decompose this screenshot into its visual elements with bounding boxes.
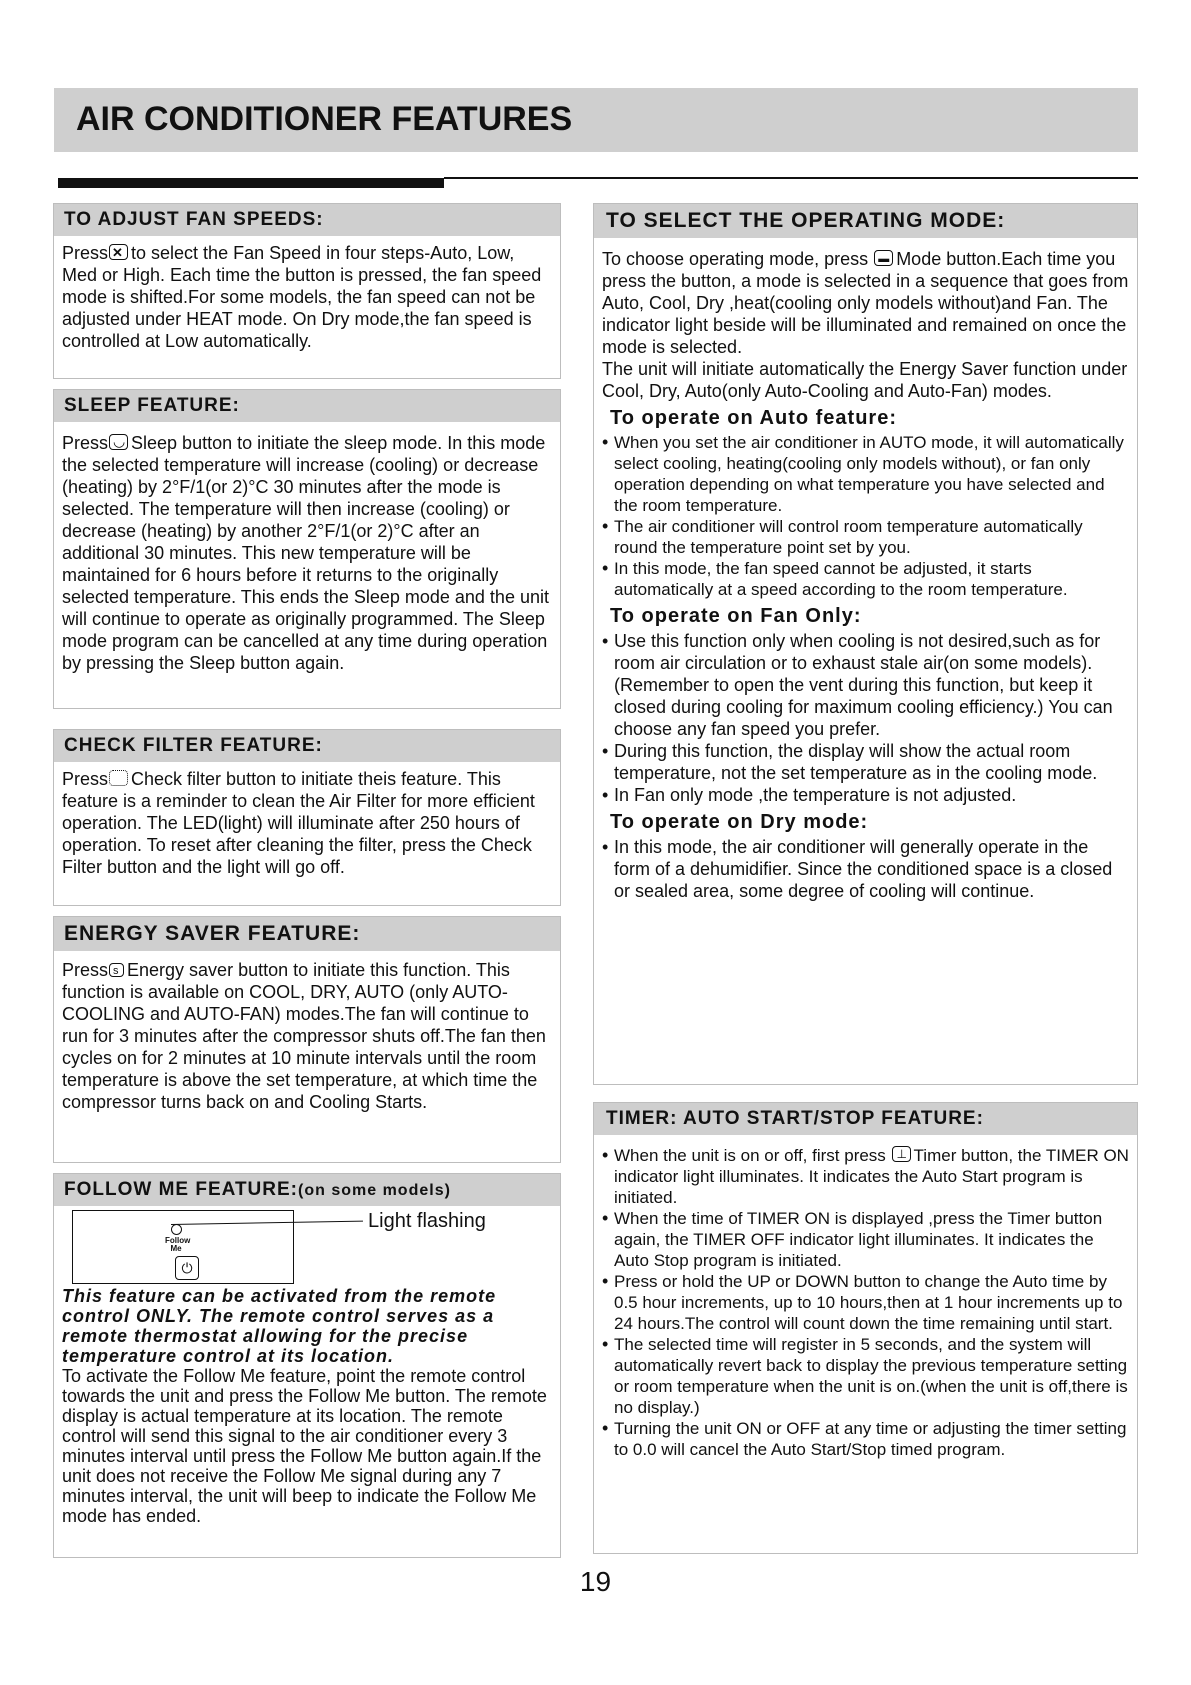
energy-saver-note: The unit will initiate automatically the Energy Saver function under Cool, Dry, Auto(only Auto-Cooling and Auto-Fan) modes. — [602, 359, 1128, 401]
dry-mode-heading: To operate on Dry mode: — [610, 811, 869, 833]
auto-feature-heading: To operate on Auto feature: — [610, 407, 897, 429]
page-header — [54, 88, 1138, 152]
sleep-section — [53, 389, 561, 709]
list-item: • Turning the unit ON or OFF at any time or adjusting the timer setting to 0.0 will cancel the Auto Start/Stop timed program. — [602, 1418, 1129, 1460]
fan-speed-section — [53, 203, 561, 379]
list-item: • When the time of TIMER ON is displayed ,press the Timer button again, the TIMER OFF indicator light illuminates. It indicates the Auto Stop program is initiated. — [602, 1208, 1129, 1271]
check-filter-text: Press Check filter button to initiate theis feature. This feature is a reminder to clean the Air Filter for more efficient operation. The LED(light) will illuminate after 250 hours of operation. To reset after cleaning the filter, press the Check Filter button and the light will go off. — [62, 769, 535, 877]
energy-saver-section — [53, 916, 561, 1163]
list-item: • Use this function only when cooling is not desired,such as for room air circulation or to exhaust stale air(on some models). (Remember to open the vent during this function, but keep it closed during cooling for maximum cooling efficiency.) You can choose any fan speed you prefer. — [602, 630, 1129, 740]
fan-speed-heading: TO ADJUST FAN SPEEDS: — [54, 204, 560, 236]
check-filter-section — [53, 729, 561, 906]
list-item: • When the unit is on or off, first press ⊥ Timer button, the TIMER ON indicator light illuminates. It indicates the Auto Start program is initiated. — [602, 1145, 1129, 1208]
light-flashing-label: Light flashing — [368, 1210, 486, 1232]
fan-button-icon — [109, 244, 128, 260]
energy-saver-text: Presss Energy saver button to initiate this function. This function is available on COOL, DRY, AUTO (only AUTO-COOLING and AUTO-FAN) modes.The fan will continue to run for 3 minutes after the compressor shuts off.The fan then cycles on for 2 minutes at 10 minute intervals until the room temperature is above the set temperature, at which time the compressor turns back on and Cooling Starts. — [62, 959, 552, 1113]
list-item: • The selected time will register in 5 seconds, and the system will automatically revert back to display the previous temperature setting or room temperature when the unit is on.(when the unit is off,there is no display.) — [602, 1334, 1129, 1418]
operating-mode-heading: TO SELECT THE OPERATING MODE: — [594, 204, 1137, 238]
auto-feature-list — [602, 432, 1129, 600]
indicator-light — [171, 1224, 182, 1235]
title-rule-thick — [58, 178, 444, 188]
follow-me-emphasis: This feature can be activated from the remote control ONLY. The remote control serves as a remote thermostat allowing for the precise temperature control at its location. — [62, 1286, 497, 1366]
right-column — [593, 203, 1138, 1554]
list-item: • In this mode, the air conditioner will generally operate in the form of a dehumidifier. Since the conditioned space is a closed or sealed area, some degree of cooling will continue. — [602, 836, 1129, 902]
operating-mode-text: To choose operating mode, press ▬ Mode button.Each time you press the button, a mode is selected in a sequence that goes from Auto, Cool, Dry ,heat(cooling only models without)and Fan. The indicator light beside will be illuminated and remained on once the mode is selected. — [602, 248, 1129, 358]
unit-display-panel — [72, 1210, 294, 1284]
list-item: • When you set the air conditioner in AUTO mode, it will automatically select cooling, heating(cooling only models without), or fan only operation depending on what temperature you have selected and the room temperature. — [602, 432, 1129, 516]
left-column — [53, 203, 561, 1558]
energy-saver-heading: ENERGY SAVER FEATURE: — [54, 917, 560, 951]
follow-me-panel-label: Follow Me — [165, 1236, 191, 1253]
power-icon: ⏻ — [175, 1256, 199, 1280]
follow-me-text: To activate the Follow Me feature, point the remote control towards the unit and press the Follow Me button. The remote display is actual temperature at its location. The remote control will send this signal to the air conditioner every 3 minutes interval until press the Follow Me button again.If the unit does not receive the Follow Me signal during any 7 minutes interval, the unit will beep to indicate the Follow Me mode has ended. — [62, 1366, 547, 1526]
list-item: • In this mode, the fan speed cannot be adjusted, it starts automatically at a speed according to the room temperature. — [602, 558, 1129, 600]
operating-mode-section — [593, 203, 1138, 1085]
page-title: AIR CONDITIONER FEATURES — [76, 100, 573, 138]
dry-mode-list — [602, 836, 1129, 902]
list-item: • In Fan only mode ,the temperature is not adjusted. — [602, 784, 1129, 806]
follow-me-section — [53, 1173, 561, 1558]
mode-button-icon — [874, 250, 893, 266]
sleep-text: Press◡ Sleep button to initiate the sleep mode. In this mode the selected temperature will increase (cooling) or decrease (heating) by 2°F/1(or 2)°C 30 minutes after the mode is selected. The temperature will then increase (cooling) or decrease (heating) by another 2°F/1(or 2)°C after an additional 30 minutes. This new temperature will be maintained for 6 hours before it returns to the originally selected temperature. This ends the Sleep mode and the unit will continue to operate as originally programmed. The Sleep mode program can be cancelled at any time during operation by pressing the Sleep button again. — [62, 432, 552, 674]
title-rule-thin — [444, 177, 1138, 179]
fan-speed-text: Press✕ to select the Fan Speed in four steps-Auto, Low, Med or High. Each time the button is pressed, the fan speed mode is shifted.For some models, the fan speed can not be adjusted under HEAT mode. On Dry mode,the fan speed is controlled at Low automatically. — [62, 242, 552, 352]
energy-saver-button-icon — [109, 963, 124, 977]
timer-heading: TIMER: AUTO START/STOP FEATURE: — [594, 1103, 1137, 1135]
list-item: • During this function, the display will show the actual room temperature, not the set temperature as in the cooling mode. — [602, 740, 1129, 784]
timer-section — [593, 1102, 1138, 1554]
check-filter-heading: CHECK FILTER FEATURE: — [54, 730, 560, 762]
list-item: • The air conditioner will control room temperature automatically round the temperature point set by you. — [602, 516, 1129, 558]
fan-only-list — [602, 630, 1129, 806]
page-number: 19 — [579, 1566, 612, 1597]
follow-me-diagram — [62, 1206, 552, 1286]
timer-list — [602, 1145, 1129, 1460]
filter-button-icon — [109, 770, 128, 786]
follow-me-heading: FOLLOW ME FEATURE:(on some models) — [54, 1174, 560, 1206]
list-item: • Press or hold the UP or DOWN button to change the Auto time by 0.5 hour increments, up to 10 hours,then at 1 hour increments up to 24 hours.The control will count down the time remaining until start. — [602, 1271, 1129, 1334]
fan-only-heading: To operate on Fan Only: — [610, 605, 862, 627]
timer-button-icon — [892, 1146, 911, 1162]
sleep-heading: SLEEP FEATURE: — [54, 390, 560, 422]
sleep-button-icon — [109, 434, 128, 450]
